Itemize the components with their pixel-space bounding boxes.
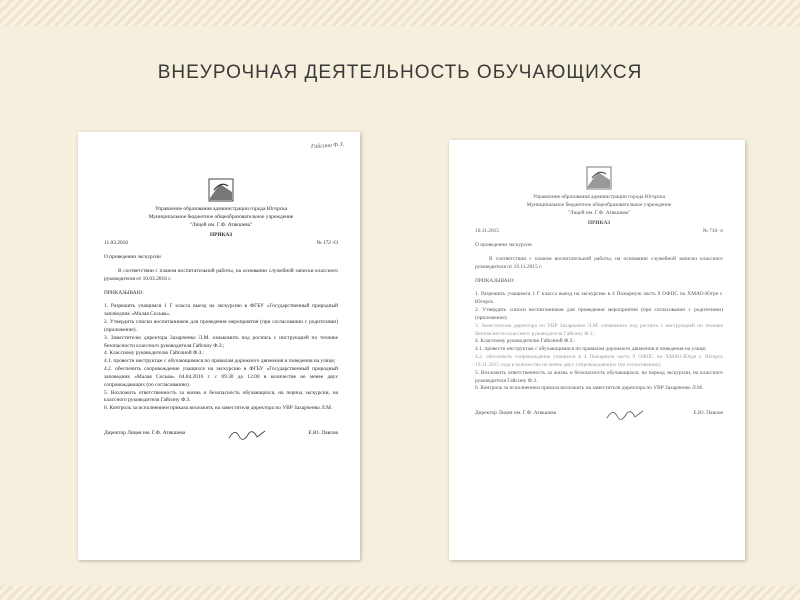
city-emblem-icon <box>208 178 234 202</box>
order-word: ПРИКАЗЫВАЮ: <box>475 277 515 284</box>
order-item: 4. Классному руководителю Гайсиной Ф.З.: <box>475 338 576 345</box>
signature-row <box>475 407 723 421</box>
org-line-3: "Лицей им. Г.Ф. Атякшева" <box>189 221 253 228</box>
order-basis: В соответствии с планом воспитательной работы, на основании служебной записки классного руководителя от 10.03.2016 г. <box>104 267 338 282</box>
decorative-top-stripe <box>0 0 800 26</box>
order-item: 4.2. обеспечить сопровождение учащихся на экскурсию в ФГБУ «Государственный природный заповедник «Малая Сосьва» 04.04.2016 г. с 09.30 до 12.00 в количестве не менее двух сопровождающих (по согласованию). <box>104 366 338 388</box>
order-heading: ПРИКАЗ <box>587 220 611 227</box>
order-basis: В соответствии с планом воспитательной работы, на основании служебной записки классного руководителя от 10.11.2015 г. <box>475 255 723 270</box>
order-item: 1. Разрешить учащимся 1 Г класса выезд на экскурсию в 4 Пожарную часть 9 ОФПС по ХМАО-Югре г. Югорск. <box>475 291 723 306</box>
order-item: 4.2. обеспечить сопровождение учащихся в 4 Пожарную часть 9 ОФПС по ХМАО-Югре г. Югорск 19.11.2015 года в количестве не менее двух сопровождающих (по согласованию). <box>475 354 723 368</box>
org-line-1: Управление образования администрации города Югорска <box>154 206 288 212</box>
order-item: 5. Возложить ответственность за жизнь и безопасность обучающихся, на период экскурсии, на классного руководителя Гайсину Ф.З. <box>475 369 723 384</box>
signature-icon <box>605 407 645 421</box>
order-item: 2. Утвердить списки воспитанников для проведения мероприятия (при согласовании с родителями) (приложение). <box>104 319 338 333</box>
signer-role: Директор Лицея им. Г.Ф. Атякшева <box>104 430 186 437</box>
order-item: 3. Заместителю директора Захарченко Л.М. ознакомить под роспись с инструкцией по технике безопасности классного руководителя Гайсину Ф.З.; <box>104 334 338 349</box>
signer-name: Е.Ю. Павлов <box>308 430 338 437</box>
order-number: № 172 -О <box>316 240 338 247</box>
org-line-1: Управление образования администрации города Югорска <box>532 194 666 200</box>
order-item: 6. Контроль за исполнением приказа возложить на заместителя директора по УВР Захарченко Л.М. <box>475 385 704 392</box>
slide-title: ВНЕУРОЧНАЯ ДЕЯТЕЛЬНОСТЬ ОБУЧАЮЩИХСЯ <box>157 62 643 83</box>
order-date: 10.11.2015 <box>475 228 500 235</box>
order-item: 5. Возложить ответственность за жизнь и безопасность обучающихся, на период экскурсии, на классного руководителя Гайсину Ф.З. <box>104 389 338 404</box>
org-line-3: "Лицей им. Г.Ф. Атякшева" <box>567 209 631 216</box>
order-word: ПРИКАЗЫВАЮ: <box>104 289 144 296</box>
date-number-row <box>104 240 338 248</box>
order-document-2 <box>449 140 745 560</box>
city-emblem-icon <box>586 166 612 190</box>
signer-name: Е.Ю. Павлов <box>693 410 723 417</box>
signature-icon <box>227 427 267 441</box>
order-number: № 716- о <box>702 228 723 235</box>
order-heading: ПРИКАЗ <box>209 232 233 239</box>
order-item: 4. Классному руководителю Гайсиной Ф.З.: <box>104 350 205 357</box>
order-item: 4.1. провести инструктаж с обучающимися по правилам дорожного движения и поведения на улице; <box>475 346 707 353</box>
date-number-row <box>475 228 723 236</box>
order-document-1 <box>78 132 360 560</box>
order-item: 1. Разрешить учащимся 1 Г класса выезд на экскурсию в ФГБУ «Государственный природный заповедник «Малая Сосьва». <box>104 303 338 318</box>
order-subject: О проведении экскурсии <box>475 242 532 249</box>
signer-role: Директор Лицея им. Г.Ф. Атякшева <box>475 410 557 417</box>
signature-row <box>104 427 338 441</box>
order-date: 11.03.2016 <box>104 240 129 247</box>
order-subject: О проведении экскурсии <box>104 254 161 261</box>
decorative-bottom-stripe <box>0 586 800 600</box>
order-item: 6. Контроль за исполнением приказа возложить на заместителя директора по УВР Захарченко Л.М. <box>104 405 333 412</box>
order-item: 2. Утвердить списки воспитанников для проведения мероприятия (при согласовании с родителями) (приложение). <box>475 307 723 321</box>
org-line-2: Муниципальное бюджетное общеобразовательное учреждение <box>148 213 294 220</box>
org-line-2: Муниципальное бюджетное общеобразовательное учреждение <box>526 201 672 208</box>
handwritten-note: Гайсина Ф.З. <box>310 141 345 151</box>
order-item: 4.1. провести инструктаж с обучающимися по правилам дорожного движения и поведения на улице; <box>104 358 336 365</box>
order-item: 3. Заместителю директора по УВР Захарченко Л.М. ознакомить под роспись с инструкцией по технике безопасности классного руководителя Гайсину Ф.З.; <box>475 322 723 337</box>
